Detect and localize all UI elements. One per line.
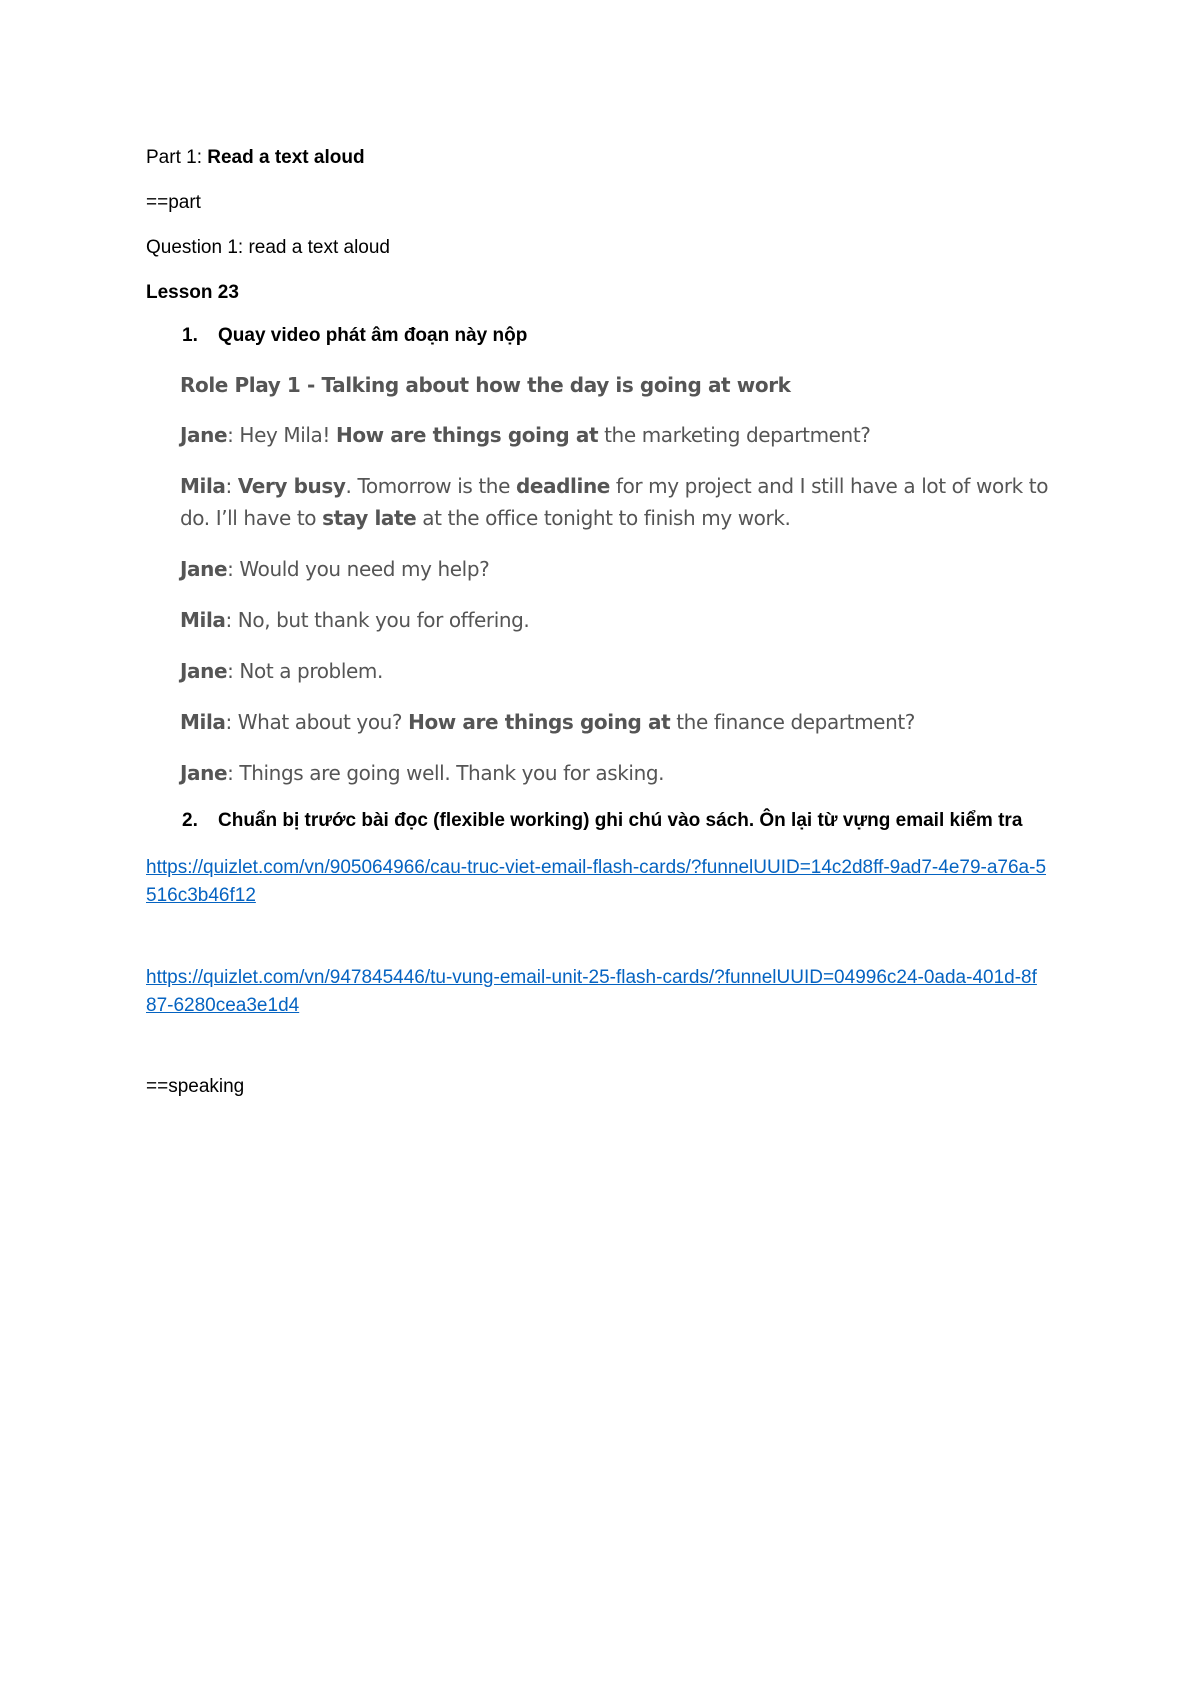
link-block-2	[146, 964, 1110, 1020]
role-play-title: Role Play 1 - Talking about how the day is going at work	[180, 373, 791, 397]
task-text: Chuẩn bị trước bài đọc (flexible working) ghi chú vào sách. Ôn lại từ vựng email kiểm tra	[218, 810, 1023, 831]
speaker-name: Jane	[180, 557, 228, 581]
role-play-excerpt	[180, 369, 1110, 789]
part-heading-title: Read a text aloud	[207, 147, 365, 168]
speaker-name: Mila	[180, 474, 226, 498]
part-heading	[146, 145, 1110, 171]
task-number: 2.	[182, 810, 198, 831]
quizlet-link-2[interactable]: https://quizlet.com/vn/947845446/tu-vung-email-unit-25-flash-cards/?funnelUUID=04996c24-0ada-401d-8f87-6280cea3e1d4	[146, 967, 1037, 1016]
dialog-line: Jane: Would you need my help?	[180, 557, 490, 581]
dialog-line: Mila: Very busy. Tomorrow is the deadline for my project and I still have a lot of work to do. I’ll have to stay late at the office tonight to finish my work.	[180, 474, 1049, 530]
dialog-line: Jane: Not a problem.	[180, 659, 383, 683]
speaker-name: Jane	[180, 761, 228, 785]
task-item-1	[182, 323, 1110, 349]
question-line: Question 1: read a text aloud	[146, 237, 390, 258]
dialog-line: Jane: Hey Mila! How are things going at the marketing department?	[180, 423, 871, 447]
task-item-2	[182, 808, 1110, 834]
quizlet-link-1[interactable]: https://quizlet.com/vn/905064966/cau-truc-viet-email-flash-cards/?funnelUUID=14c2d8ff-9ad7-4e79-a76a-5516c3b46f12	[146, 857, 1047, 906]
speaker-name: Mila	[180, 608, 226, 632]
dialog-line: Mila: What about you? How are things going at the finance department?	[180, 710, 916, 734]
task-text: Quay video phát âm đoạn này nộp	[218, 325, 528, 346]
part-heading-prefix: Part 1:	[146, 147, 208, 168]
speaker-name: Jane	[180, 659, 228, 683]
task-number: 1.	[182, 325, 198, 346]
lesson-heading: Lesson 23	[146, 282, 239, 303]
speaker-name: Jane	[180, 423, 228, 447]
dialog-line: Jane: Things are going well. Thank you for asking.	[180, 761, 665, 785]
link-block-1	[146, 854, 1110, 910]
dialog-line: Mila: No, but thank you for offering.	[180, 608, 530, 632]
speaker-name: Mila	[180, 710, 226, 734]
part-marker: ==part	[146, 192, 201, 213]
speaking-marker: ==speaking	[146, 1076, 245, 1097]
